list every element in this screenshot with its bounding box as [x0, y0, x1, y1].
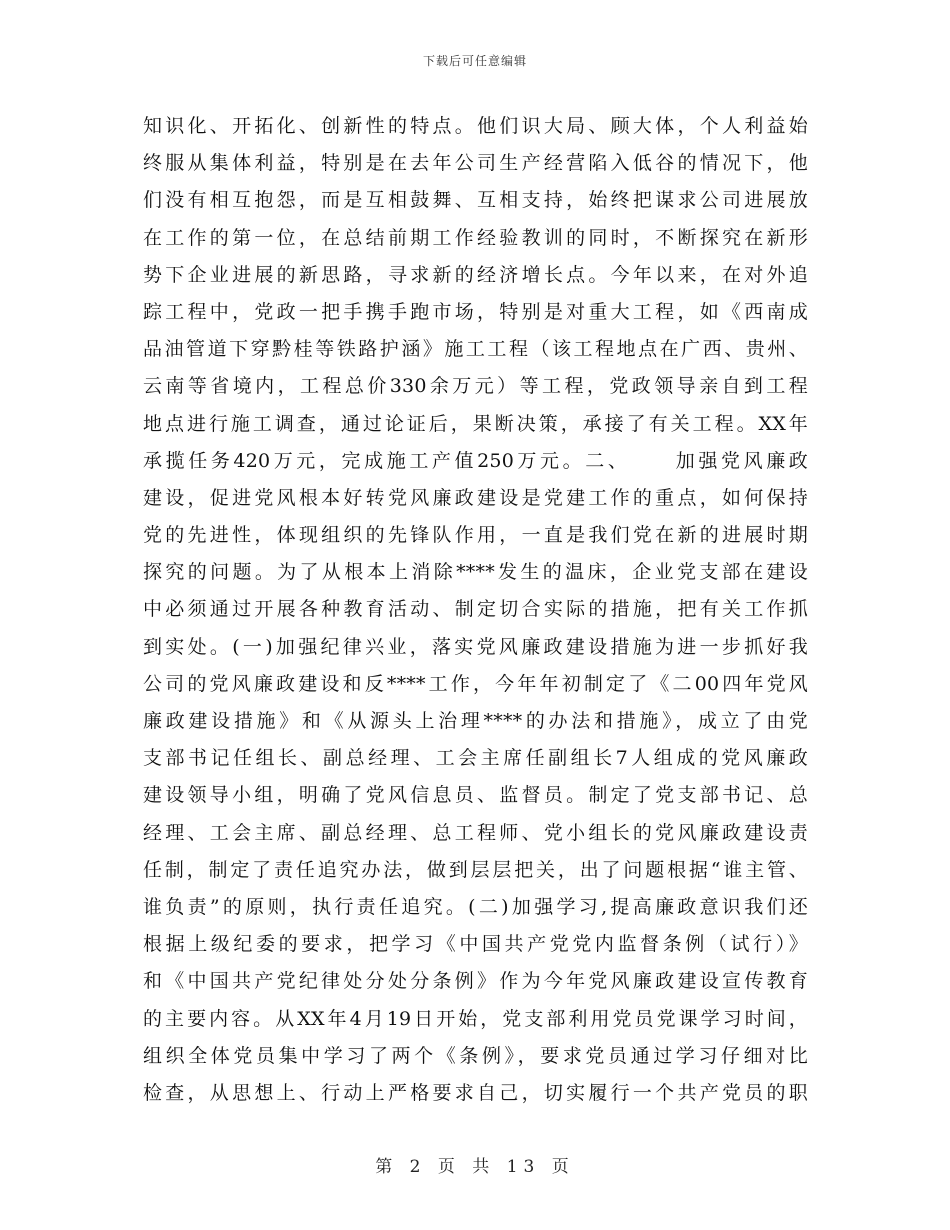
text-line: 组织全体党员集中学习了两个《条例》，要求党员通过学习仔细对比	[143, 1044, 808, 1067]
text-line: 经理、工会主席、副总经理、总工程师、党小组长的党风廉政建设责	[143, 821, 808, 844]
text-line: 探究的问题。为了从根本上消除****发生的温床，企业党支部在建设	[143, 561, 808, 584]
text-line: 知识化、开拓化、创新性的特点。他们识大局、顾大体，个人利益始	[143, 115, 808, 137]
text-line: 根据上级纪委的要求，把学习《中国共产党党内监督条例（试行）》	[143, 933, 808, 956]
text-line: 势下企业进展的新思路，寻求新的经济增长点。今年以来，在对外追	[143, 263, 808, 286]
text-line: 云南等省境内，工程总价330余万元）等工程，党政领导亲自到工程	[143, 375, 808, 398]
text-line: 到实处。(一)加强纪律兴业，落实党风廉政建设措施为进一步抓好我	[143, 635, 808, 658]
text-line: 党的先进性，体现组织的先锋队作用，一直是我们党在新的进展时期	[143, 524, 808, 547]
page-header: 下载后可任意编辑	[422, 54, 527, 68]
text-line: 建设，促进党风根本好转党风廉政建设是党建工作的重点，如何保持	[143, 486, 808, 509]
text-line: 和《中国共产党纪律处分处分条例》作为今年党风廉政建设宣传教育	[143, 970, 808, 993]
text-line: 公司的党风廉政建设和反****工作，今年年初制定了《二00四年党风	[143, 672, 808, 695]
text-line: 承揽任务420万元，完成施工产值250万元。二、 加强党风廉政	[143, 449, 808, 472]
text-line: 支部书记任组长、副总经理、工会主席任副组长7人组成的党风廉政	[143, 747, 808, 770]
page-footer: 第 2 页 共 13 页	[375, 1157, 575, 1177]
text-line: 的主要内容。从XX年4月19日开始，党支部利用党员党课学习时间，	[143, 1007, 808, 1030]
text-line: 在工作的第一位，在总结前期工作经验教训的同时，不断探究在新形	[143, 226, 808, 249]
text-line: 检查，从思想上、行动上严格要求自己，切实履行一个共产党员的职	[143, 1081, 808, 1104]
text-line: 踪工程中，党政一把手携手跑市场，特别是对重大工程，如《西南成	[143, 300, 808, 323]
text-line: 建设领导小组，明确了党风信息员、监督员。制定了党支部书记、总	[143, 784, 808, 807]
text-line: 地点进行施工调查，通过论证后，果断决策，承接了有关工程。XX年	[143, 412, 808, 435]
text-line: 谁负责”的原则，执行责任追究。(二)加强学习,提高廉政意识我们还	[143, 895, 808, 918]
body-text	[143, 108, 808, 1112]
text-line: 终服从集体利益，特别是在去年公司生产经营陷入低谷的情况下，他	[143, 152, 808, 175]
text-line: 廉政建设措施》和《从源头上治理****的办法和措施》，成立了由党	[143, 710, 808, 732]
text-line: 中必须通过开展各种教育活动、制定切合实际的措施，把有关工作抓	[143, 598, 808, 621]
text-line: 品油管道下穿黔桂等铁路护涵》施工工程（该工程地点在广西、贵州、	[143, 338, 808, 361]
text-line: 任制，制定了责任追究办法，做到层层把关，出了问题根据“谁主管、	[143, 858, 808, 881]
text-line: 们没有相互抱怨，而是互相鼓舞、互相支持，始终把谋求公司进展放	[143, 189, 808, 212]
